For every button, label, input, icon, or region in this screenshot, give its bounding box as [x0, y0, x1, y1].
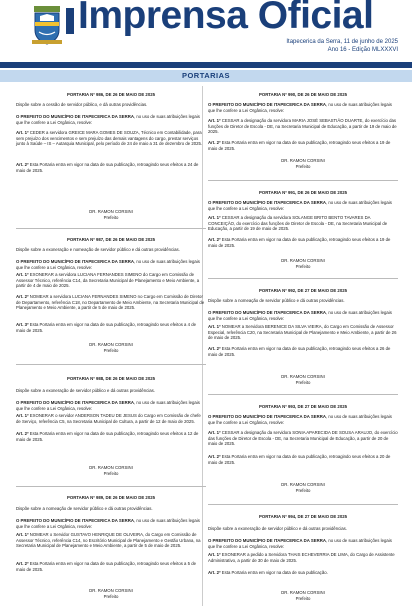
edition-date: Itapecerica da Serra, 11 de junho de 2025 [286, 39, 398, 45]
signature-name: DR. RAMON CORSINI [89, 588, 133, 593]
separator [16, 364, 206, 365]
portaria-mayor: O PREFEITO DO MUNICÍPIO DE ITAPECERICA DA SERRA, no uso de suas atribuições legais que lhe confere a Lei Orgânica, resolve: [16, 114, 200, 125]
portaria-art1: Art. 1º NOMEAR o Servidor GUSTAVO HENRIQUE DE OLIVEIRA, do Cargo em Comissão de Assessor Técnico, referência C14, no Escritório Municipal de Planejamento e Gestão Urbana, na Secretaria Municipal de Planejamento e Meio Ambiente, a partir de 5 de maio de 2025. [16, 532, 201, 549]
portaria-title: PORTARIA Nº 987, DE 26 DE MAIO DE 2025 [66, 237, 155, 242]
portaria-mayor: O PREFEITO DO MUNICÍPIO DE ITAPECERICA DA SERRA, no uso de suas atribuições legais que lhe confere a Lei Orgânica, resolve: [208, 414, 392, 425]
portaria-title: PORTARIA Nº 992, DE 27 DE MAIO DE 2025 [258, 288, 347, 293]
masthead [0, 0, 412, 60]
city-crest-icon [30, 4, 64, 46]
signature-name: DR. RAMON CORSINI [89, 209, 133, 214]
signature-name: DR. RAMON CORSINI [281, 482, 325, 487]
portaria-art2: Art. 2º Esta Portaria entra em vigor na data de sua publicação, retroagindo seus efeitos a 5 de maio de 2025. [16, 561, 197, 572]
edition-number: Ano 16 - Edição MLXXXVI [327, 47, 398, 53]
separator [208, 504, 398, 505]
signature-role: Prefeito [295, 164, 311, 169]
portaria-intro: Dispõe sobre a nomeação de servidor público e dá outras providências. [208, 298, 345, 303]
section-header: PORTARIAS [0, 70, 412, 82]
publication-title: Imprensa Oficial [78, 0, 374, 37]
signature-role: Prefeito [295, 596, 311, 601]
portaria-art3: Art. 3º Esta Portaria entra em vigor na data de sua publicação, retroagindo seus efeitos a 4 de maio de 2025. [16, 322, 197, 333]
portaria-mayor: O PREFEITO DO MUNICÍPIO DE ITAPECERICA DA SERRA, no uso de suas atribuições legais que lhe confere a Lei Orgânica, resolve: [16, 400, 200, 411]
portaria-art2: Art. 2º Esta Portaria entra em vigor na data de sua publicação, retroagindo seus efeitos a 24 de maio de 2025. [16, 162, 199, 173]
portaria-art2: Art. 2º Esta Portaria entra em vigor na data de sua publicação, retroagindo seus efeitos a 19 de maio de 2025. [208, 237, 391, 248]
separator [208, 278, 398, 279]
portaria-title: PORTARIA Nº 989, DE 26 DE MAIO DE 2025 [66, 495, 155, 500]
portaria-art1: Art. 1º EXONERAR a pedido a Servidora THAIS ECHEVERRIA DE LIMA, do Cargo de Assistente Administrativo, a partir de 30 de maio de 2025. [208, 552, 395, 563]
portaria-art2: Art. 2º Esta Portaria entra em vigor na data de sua publicação, retroagindo seus efeitos a 26 de maio de 2025. [208, 346, 391, 357]
signature-name: DR. RAMON CORSINI [281, 374, 325, 379]
portaria-art1: Art. 1º CEDER a servidora GREICE MARA GOMES DE SOUZA, Técnico em Contabilidade, para sem prejuízo dos vencimentos e sem prejuízo das demais vantagens do cargo, prestar serviços junto à Saúde – IS – Autarquia Municipal, pelo período de 24 de maio a 31 de dezembro de 2025. [16, 130, 203, 147]
portaria-art1: Art. 1º CESSAR a designação da servidora SOLANGE BRITO BENTO TAVARES DA CONCEIÇÃO, do exercício das funções de Diretor de Escola - DE, na Secretaria Municipal de Educação, a partir de 19 de maio de 2025. [208, 215, 388, 232]
portaria-art1: Art. 1º EXONERAR a servidora LUCIANA FERNANDES SIMENO do Cargo em Comissão de Assessor Técnico, referência C14, da Secretaria Municipal de Planejamento e Meio Ambiente, a partir de 4 de maio de 2025. [16, 272, 200, 289]
portaria-intro: Dispõe sobre a exoneração de servidor público e dá outras providências. [16, 388, 156, 393]
signature-name: DR. RAMON CORSINI [281, 258, 325, 263]
portaria-intro: Dispõe sobre a exoneração de servidor público e dá outras providências. [208, 526, 348, 531]
separator [208, 394, 398, 395]
signature-role: Prefeito [103, 471, 119, 476]
publication-subtitle [286, 38, 398, 54]
portaria-art1: Art. 1º NOMEAR a Servidora BERENICE DA SILVA VIEIRA, do Cargo em Comissão de Assessor Especial, referência C20, na Secretaria Municipal de Planejamento e Meio Ambiente, a partir de 26 de maio de 2025. [208, 324, 397, 341]
portaria-mayor: O PREFEITO DO MUNICÍPIO DE ITAPECERICA DA SERRA, no uso de suas atribuições legais que lhe confere a Lei Orgânica, resolve: [16, 518, 200, 529]
separator [16, 486, 206, 487]
portaria-art2: Art. 2º Esta Portaria entra em vigor na data de sua publicação, retroagindo seus efeitos a 19 de maio de 2025. [208, 140, 391, 151]
portaria-mayor: O PREFEITO DO MUNICÍPIO DE ITAPECERICA DA SERRA, no uso de suas atribuições legais que lhe confere a Lei Orgânica, resolve: [16, 259, 200, 270]
signature-name: DR. RAMON CORSINI [281, 590, 325, 595]
portaria-title: PORTARIA Nº 991, DE 26 DE MAIO DE 2025 [258, 190, 347, 195]
portaria-title: PORTARIA Nº 994, DE 27 DE MAIO DE 2025 [258, 514, 347, 519]
portaria-title: PORTARIA Nº 988, DE 26 DE MAIO DE 2025 [66, 376, 155, 381]
signature-role: Prefeito [103, 594, 119, 599]
signature-role: Prefeito [295, 380, 311, 385]
portaria-intro: Dispõe sobre a exoneração e nomeação de servidor público e dá outras providências. [16, 247, 180, 252]
portaria-art2: Art. 2º NOMEAR a servidora LUCIANA FERNANDES SIMENO no Cargo em Comissão de Diretor de Departamento, referência C18, no Departamento de Meio Ambiente, na Secretaria Municipal de Planejamento e Meio Ambiente, a partir de 5 de maio de 2025. [16, 294, 205, 311]
portaria-art2: Art. 2º Esta Portaria entra em vigor na data de sua publicação. [208, 570, 328, 575]
portaria-art2: Art. 2º Esta Portaria entra em vigor na data de sua publicação, retroagindo seus efeitos a 20 de maio de 2025. [208, 454, 391, 465]
signature-name: DR. RAMON CORSINI [89, 342, 133, 347]
signature-role: Prefeito [295, 488, 311, 493]
portaria-art1: Art. 1º CESSAR a designação da servidora MARIA JOSÉ SEBASTIÃO DUARTE, do exercício das funções de Diretor de Escola - DE, na Secretaria Municipal de Educação, a partir de 19 de maio de 2025. [208, 118, 397, 135]
portaria-title: PORTARIA Nº 990, DE 26 DE MAIO DE 2025 [258, 92, 347, 97]
portaria-mayor: O PREFEITO DO MUNICÍPIO DE ITAPECERICA DA SERRA, no uso de suas atribuições legais que lhe confere a Lei Orgânica, resolve: [208, 310, 392, 321]
portaria-intro: Dispõe sobre a nomeação de servidor público e dá outras providências. [16, 506, 153, 511]
signature-role: Prefeito [103, 215, 119, 220]
portaria-art2: Art. 2º Esta Portaria entra em vigor na data de sua publicação, retroagindo seus efeitos a 12 de maio de 2025. [16, 431, 199, 442]
portaria-mayor: O PREFEITO DO MUNICÍPIO DE ITAPECERICA DA SERRA, no uso de suas atribuições legais que lhe confere a Lei Orgânica, resolve: [208, 102, 392, 113]
header-bar [0, 62, 412, 68]
signature-role: Prefeito [103, 348, 119, 353]
portaria-art1: Art. 1º EXONERAR o servidor ANDERSON TADEU DE JESUS do Cargo em Comissão de chefe de Serviço, referência C5, na Secretaria Municipal de Cultura, a partir de 12 de maio de 2025. [16, 413, 201, 424]
separator [16, 228, 206, 229]
separator [208, 180, 398, 181]
portaria-mayor: O PREFEITO DO MUNICÍPIO DE ITAPECERICA DA SERRA, no uso de suas atribuições legais que lhe confere a Lei Orgânica, resolve: [208, 200, 392, 211]
portaria-intro: Dispõe sobre a cessão de servidor público, e dá outras providências. [16, 102, 148, 107]
signature-name: DR. RAMON CORSINI [89, 465, 133, 470]
signature-name: DR. RAMON CORSINI [281, 158, 325, 163]
portaria-mayor: O PREFEITO DO MUNICÍPIO DE ITAPECERICA DA SERRA, no uso de suas atribuições legais que lhe confere a Lei Orgânica, resolve: [208, 538, 392, 549]
portaria-art1: Art. 1º CESSAR a designação da servidora SONIA APARECIDA DE SOUSA ARAUJO, do exercício das funções de Diretor de Escola - DE, na Secretaria Municipal de Educação, a partir de 20 de maio de 2025. [208, 430, 398, 447]
portaria-title: PORTARIA Nº 986, DE 26 DE MAIO DE 2025 [66, 92, 155, 97]
portaria-title: PORTARIA Nº 993, DE 27 DE MAIO DE 2025 [258, 404, 347, 409]
signature-role: Prefeito [295, 264, 311, 269]
